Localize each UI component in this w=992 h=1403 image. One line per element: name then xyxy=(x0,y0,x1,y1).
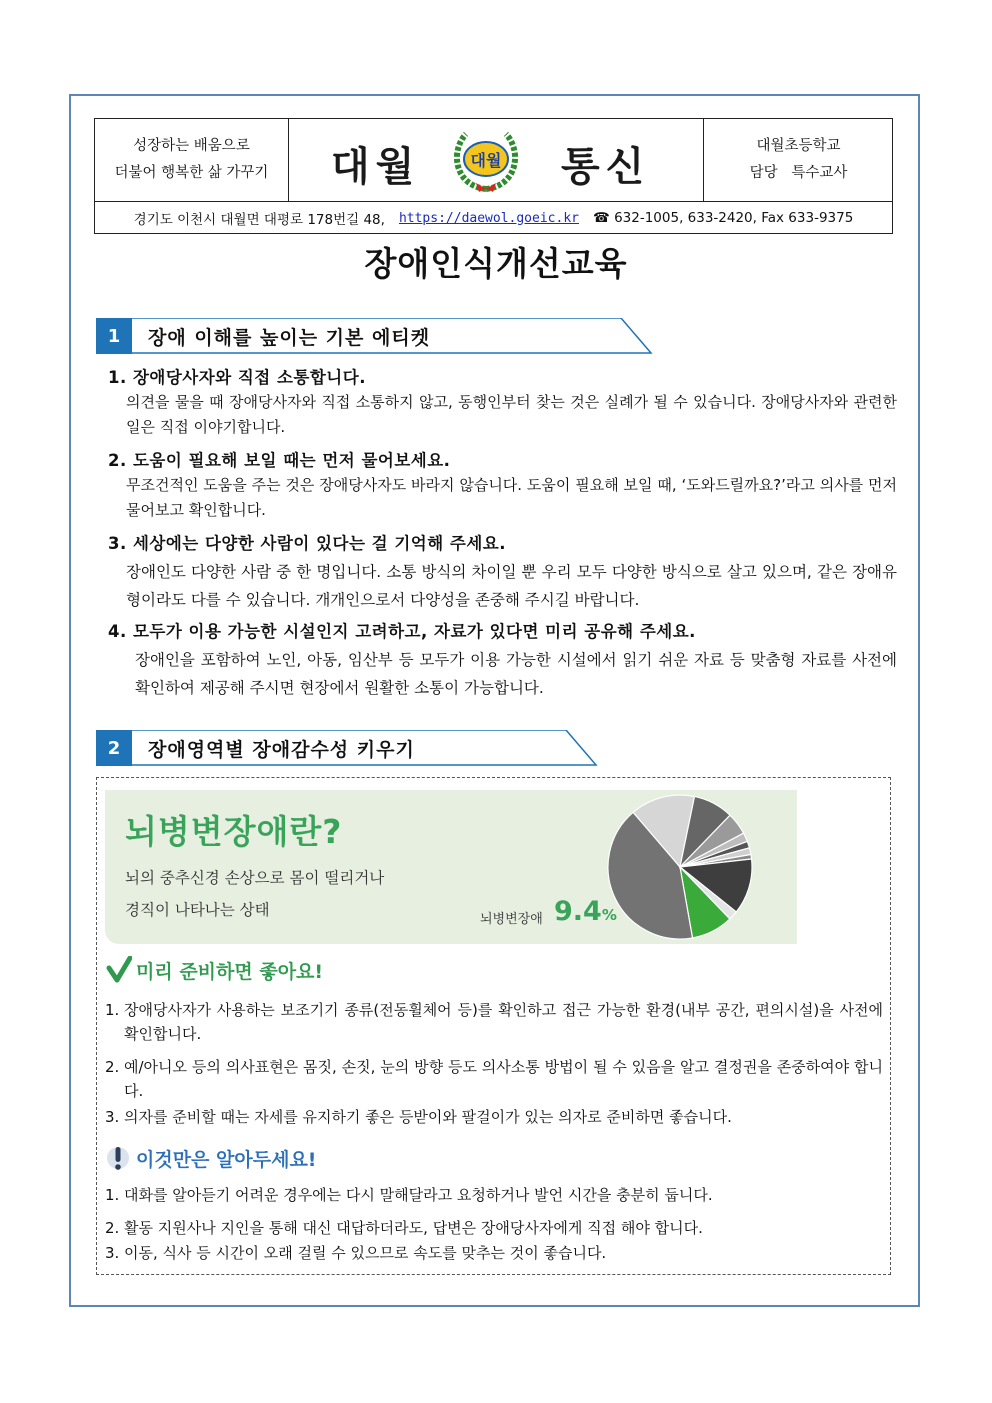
card-title: 뇌병변장애란? xyxy=(125,812,343,851)
list-text: 장애당사자가 사용하는 보조기기 종류(전동휠체어 등)를 확인하고 접근 가능한 환경(내부 공간, 편의시설)을 사전에 확인합니다. xyxy=(124,1001,883,1043)
disability-pie-chart xyxy=(605,792,755,942)
check-icon xyxy=(106,956,132,984)
etiquette-heading-1: 1. 장애당사자와 직접 소통합니다. xyxy=(108,368,366,387)
etiquette-heading-2: 2. 도움이 필요해 보일 때는 먼저 물어보세요. xyxy=(108,451,451,470)
title-right: 통신 xyxy=(561,144,651,190)
school-info xyxy=(703,119,893,201)
list-number: 2. xyxy=(105,1058,120,1076)
list-item xyxy=(105,1183,883,1207)
list-number: 1. xyxy=(105,1186,120,1204)
etiquette-body-2: 무조건적인 도움을 주는 것은 장애당사자도 바라지 않습니다. 도움이 필요해 보일 때, ‘도와드릴까요?’라고 의사를 먼저 물어보고 확인합니다. xyxy=(126,476,897,519)
page-title: 장애인식개선교육 xyxy=(364,244,628,283)
list-item xyxy=(105,998,883,1046)
list-number: 3. xyxy=(105,1108,120,1126)
newsletter-title xyxy=(289,119,703,201)
prepare-heading xyxy=(106,956,323,984)
exclamation-icon xyxy=(106,1144,130,1172)
address: 경기도 이천시 대월면 대평로 178번길 48, xyxy=(133,212,385,228)
newsletter-header xyxy=(94,118,893,234)
etiquette-heading-3: 3. 세상에는 다양한 사람이 있다는 걸 기억해 주세요. xyxy=(108,534,507,553)
list-text: 의자를 준비할 때는 자세를 유지하기 좋은 등받이와 팔걸이가 있는 의자로 준비하면 좋습니다. xyxy=(124,1108,732,1126)
know-heading xyxy=(106,1144,316,1172)
slogan-line-1: 성장하는 배움으로 xyxy=(133,138,250,154)
card-stat-unit: % xyxy=(601,906,617,924)
list-text: 예/아니오 등의 의사표현은 몸짓, 손짓, 눈의 방향 등도 의사소통 방법이 될 수 있음을 알고 결정권을 존중하여야 합니다. xyxy=(124,1058,883,1100)
list-text: 활동 지원사나 지인을 통해 대신 대답하더라도, 답변은 장애당사자에게 직접 해야 합니다. xyxy=(124,1219,703,1237)
contact-bar xyxy=(95,202,892,234)
card-desc-line-2: 경직이 나타나는 상태 xyxy=(125,901,270,919)
card-stat-label: 뇌병변장애 xyxy=(480,912,543,927)
etiquette-body-4: 장애인을 포함하여 노인, 아동, 임산부 등 모두가 이용 가능한 시설에서 읽기 쉬운 자료 등 맞춤형 자료를 사전에 확인하여 제공해 주시면 현장에서 원활한 소통이 가능합니다. xyxy=(135,651,897,697)
etiquette-body-3: 장애인도 다양한 사람 중 한 명입니다. 소통 방식의 차이일 뿐 우리 모두 다양한 방식으로 살고 있으며, 같은 장애유형이라도 다를 수 있습니다. 개개인으로서 다양성을 존중해 주시길 바랍니다. xyxy=(126,563,897,609)
card-stat-number: 9.4 xyxy=(554,896,602,927)
etiquette-heading-4: 4. 모두가 이용 가능한 시설인지 고려하고, 자료가 있다면 미리 공유해 주세요. xyxy=(108,622,696,641)
section-number: 2 xyxy=(107,737,121,759)
prepare-heading-text: 미리 준비하면 좋아요! xyxy=(136,960,324,983)
title-left: 대월 xyxy=(331,144,421,190)
list-item xyxy=(105,1241,883,1265)
phone: ☎ 632-1005, 633-2420, Fax 633-9375 xyxy=(592,210,854,226)
section-title: 장애 이해를 높이는 기본 에티켓 xyxy=(148,326,431,349)
list-number: 1. xyxy=(105,1001,120,1019)
etiquette-body-1: 의견을 물을 때 장애당사자와 직접 소통하지 않고, 동행인부터 찾는 것은 실례가 될 수 있습니다. 장애당사자와 관련한 일은 직접 이야기합니다. xyxy=(126,393,897,436)
list-number: 2. xyxy=(105,1219,120,1237)
section-title: 장애영역별 장애감수성 키우기 xyxy=(148,738,415,761)
list-number: 3. xyxy=(105,1244,120,1262)
section-number: 1 xyxy=(107,325,121,347)
section-1-banner xyxy=(96,318,656,354)
list-item xyxy=(105,1216,883,1240)
list-text: 대화를 알아듣기 어려운 경우에는 다시 말해달라고 요청하거나 발언 시간을 충분히 둡니다. xyxy=(124,1186,713,1204)
list-item xyxy=(105,1055,883,1103)
know-heading-text: 이것만은 알아두세요! xyxy=(136,1148,317,1171)
section-2-banner xyxy=(96,730,601,766)
slogan-line-2: 더불어 행복한 삶 가꾸기 xyxy=(114,165,269,181)
disability-info-card xyxy=(105,790,797,944)
card-desc-line-1: 뇌의 중추신경 손상으로 몸이 떨리거나 xyxy=(125,869,385,887)
school-name: 대월초등학교 xyxy=(756,138,841,154)
staff-label: 담당 특수교사 xyxy=(749,165,848,181)
card-description xyxy=(125,862,384,926)
slogan xyxy=(95,119,289,201)
emblem-text: 대월 xyxy=(470,151,502,170)
school-emblem-icon xyxy=(451,125,521,195)
list-text: 이동, 식사 등 시간이 오래 걸릴 수 있으므로 속도를 맞추는 것이 좋습니다. xyxy=(124,1244,607,1262)
school-website-link[interactable]: https://daewol.goeic.kr xyxy=(398,210,579,226)
list-item xyxy=(105,1105,883,1129)
